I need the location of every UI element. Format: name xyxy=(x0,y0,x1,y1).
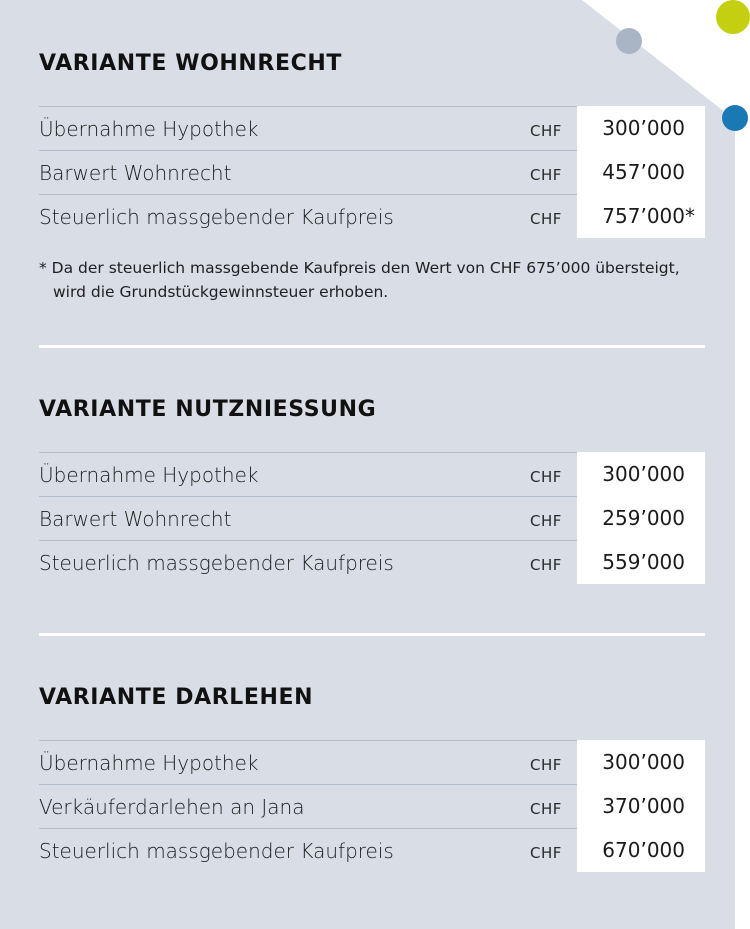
currency-label: CHF xyxy=(530,800,562,818)
table-row xyxy=(39,452,705,496)
value-cell xyxy=(577,452,705,496)
row-label: Steuerlich massgebender Kaufpreis xyxy=(39,205,394,229)
currency-label: CHF xyxy=(530,210,562,228)
row-label: Barwert Wohnrecht xyxy=(39,161,232,185)
value-cell xyxy=(577,540,705,584)
footnote-line: * Da der steuerlich massgebende Kaufpreis den Wert von CHF 675’000 übersteigt, xyxy=(39,259,680,277)
section-title: VARIANTE NUTZNIESSUNG xyxy=(39,397,377,422)
row-label: Übernahme Hypothek xyxy=(39,751,259,775)
currency-label: CHF xyxy=(530,844,562,862)
table-row xyxy=(39,496,705,540)
table-row xyxy=(39,106,705,150)
currency-label: CHF xyxy=(530,556,562,574)
section-nutzniessung xyxy=(39,396,705,575)
currency-label: CHF xyxy=(530,512,562,530)
row-label: Steuerlich massgebender Kaufpreis xyxy=(39,551,394,575)
currency-label: CHF xyxy=(530,756,562,774)
row-value: 300’000 xyxy=(602,462,685,486)
currency-label: CHF xyxy=(530,122,562,140)
row-value: 559’000 xyxy=(602,550,685,574)
row-value: 370’000 xyxy=(602,794,685,818)
row-label: Barwert Wohnrecht xyxy=(39,507,232,531)
section-wohnrecht xyxy=(39,50,705,301)
table-row xyxy=(39,540,705,584)
row-value: 670’000 xyxy=(602,838,685,862)
blue-node-icon xyxy=(722,105,748,131)
value-cell xyxy=(577,496,705,540)
value-cell xyxy=(577,784,705,828)
footnote-line: wird die Grundstückgewinnsteuer erhoben. xyxy=(53,283,389,301)
row-label: Verkäuferdarlehen an Jana xyxy=(39,795,305,819)
row-value: 757’000* xyxy=(602,204,695,228)
value-cell xyxy=(577,828,705,872)
footnote xyxy=(39,256,680,304)
row-label: Übernahme Hypothek xyxy=(39,117,259,141)
value-cell xyxy=(577,106,705,150)
row-label: Steuerlich massgebender Kaufpreis xyxy=(39,839,394,863)
value-table xyxy=(39,106,705,238)
section-darlehen xyxy=(39,684,705,863)
currency-label: CHF xyxy=(530,166,562,184)
value-table xyxy=(39,452,705,584)
row-value: 300’000 xyxy=(602,116,685,140)
row-value: 259’000 xyxy=(602,506,685,530)
value-cell xyxy=(577,150,705,194)
row-label: Übernahme Hypothek xyxy=(39,463,259,487)
currency-label: CHF xyxy=(530,468,562,486)
value-cell xyxy=(577,740,705,784)
row-value: 457’000 xyxy=(602,160,685,184)
section-divider xyxy=(39,345,705,348)
section-divider xyxy=(39,633,705,636)
table-row xyxy=(39,784,705,828)
row-value: 300’000 xyxy=(602,750,685,774)
table-row xyxy=(39,194,705,238)
lime-node-icon xyxy=(716,0,750,34)
table-row xyxy=(39,828,705,872)
section-title: VARIANTE WOHNRECHT xyxy=(39,51,342,76)
table-row xyxy=(39,150,705,194)
value-table xyxy=(39,740,705,872)
value-cell xyxy=(577,194,705,238)
table-row xyxy=(39,740,705,784)
section-title: VARIANTE DARLEHEN xyxy=(39,685,314,710)
